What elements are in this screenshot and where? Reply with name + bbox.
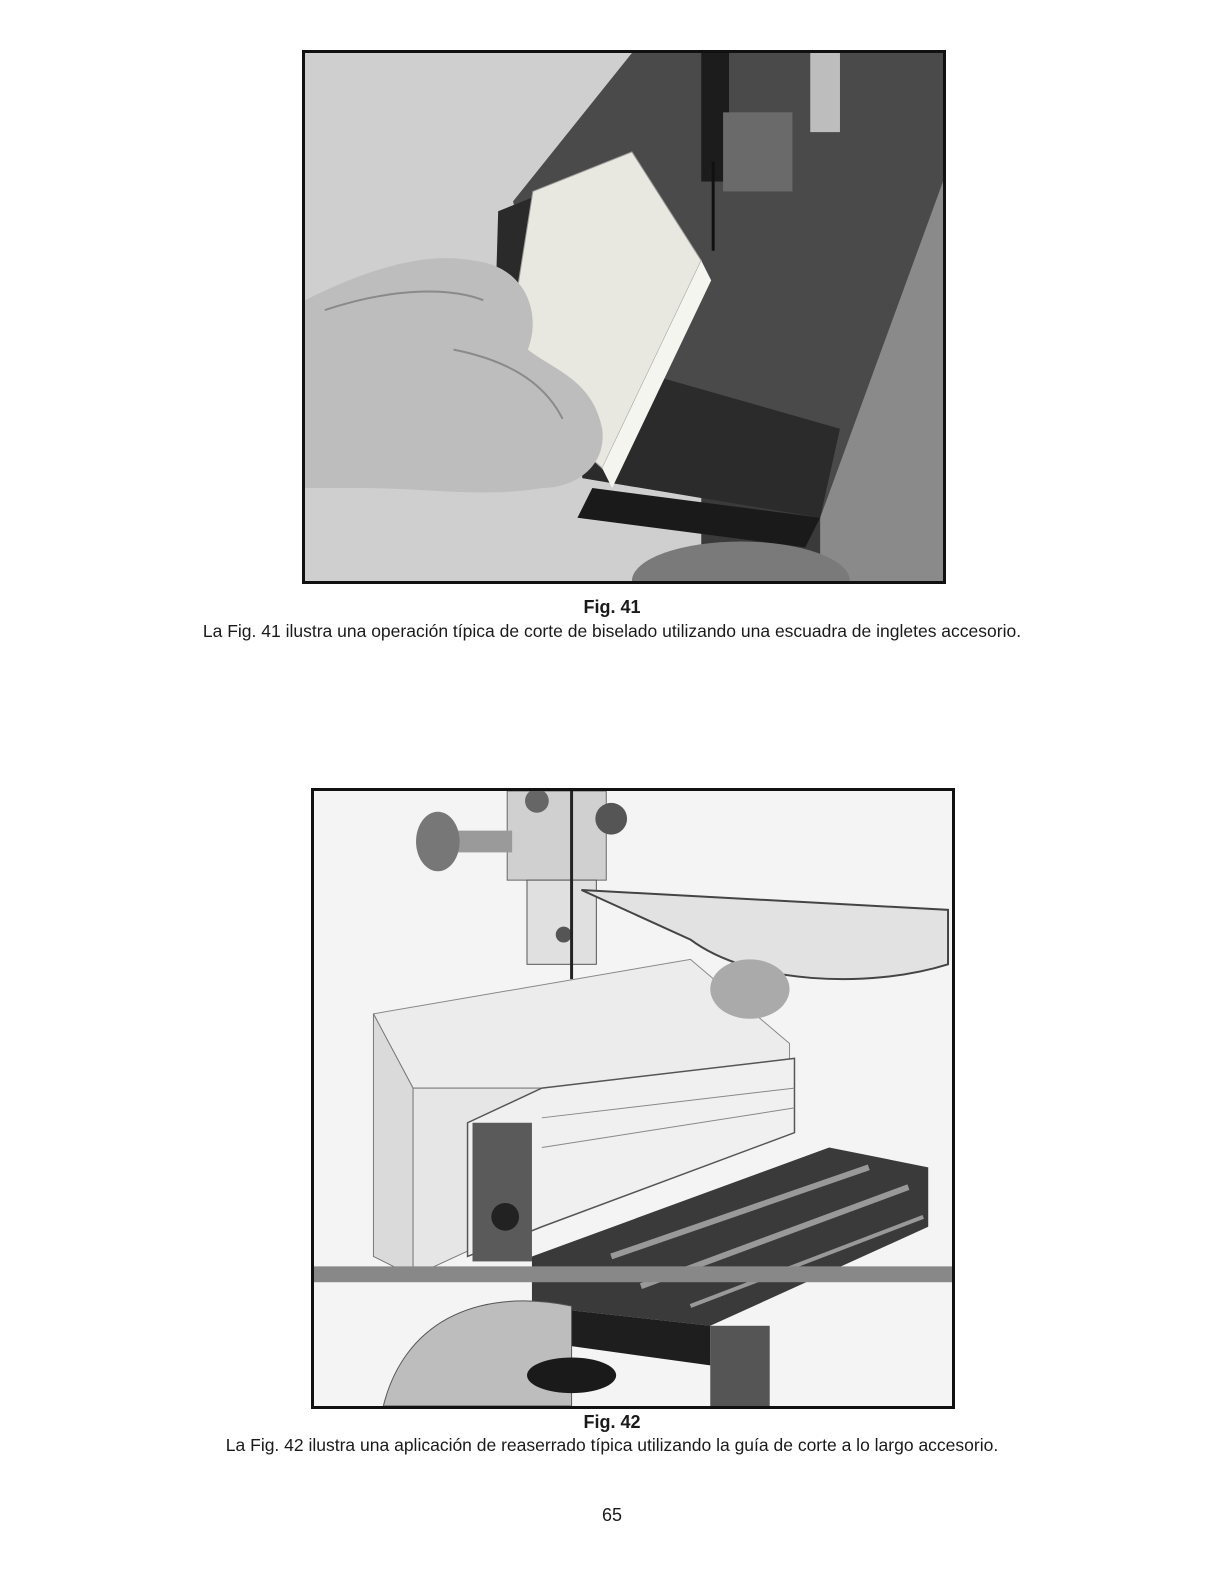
page-number: 65 — [601, 1505, 623, 1525]
figure-42-caption: La Fig. 42 ilustra una aplicación de reaserrado típica utilizando la guía de corte a lo largo accesorio. — [225, 1435, 999, 1455]
figure-41-label: Fig. 41 — [583, 597, 641, 617]
figure-41-illustration — [305, 53, 943, 581]
figure-42-illustration — [314, 791, 952, 1406]
figure-42-label: Fig. 42 — [583, 1412, 641, 1432]
figure-41-caption: La Fig. 41 ilustra una operación típica de corte de biselado utilizando una escuadra de ingletes accesorio. — [202, 621, 1022, 641]
figure-42-photo — [311, 788, 955, 1409]
figure-41-photo — [302, 50, 946, 584]
